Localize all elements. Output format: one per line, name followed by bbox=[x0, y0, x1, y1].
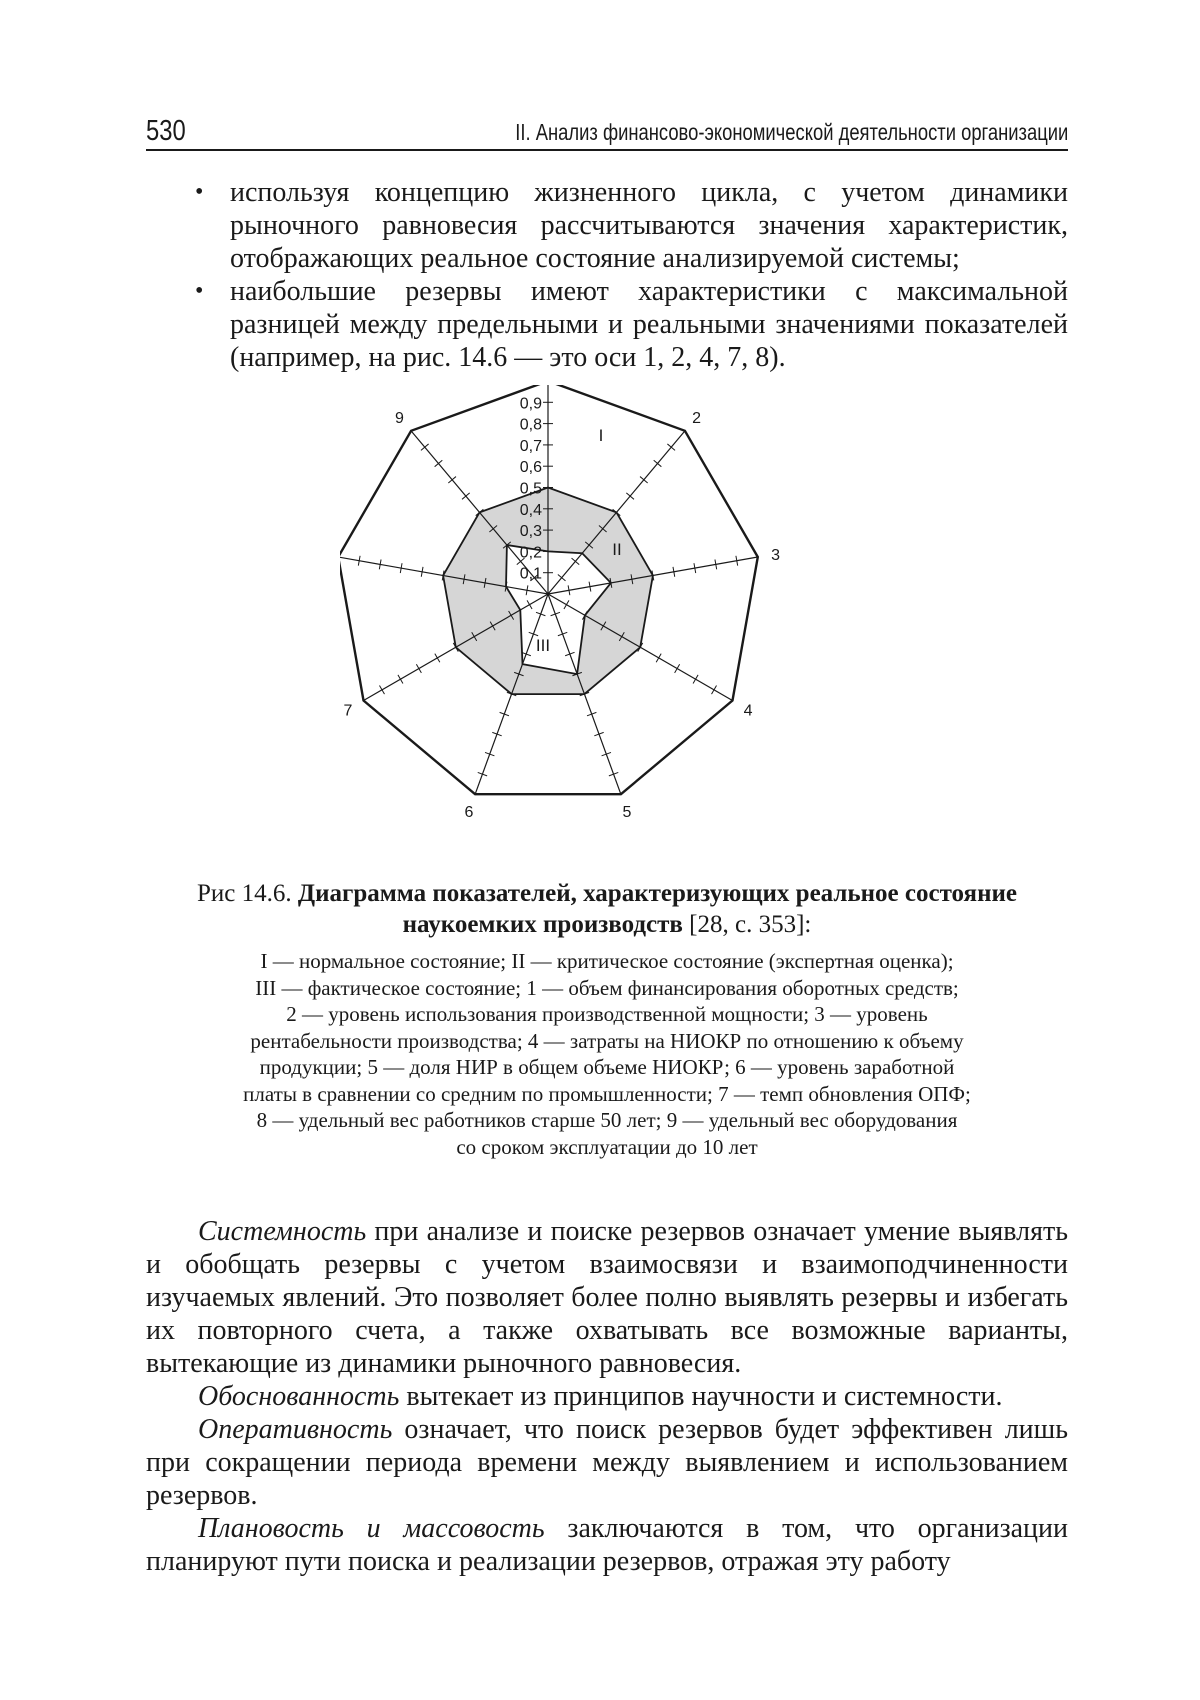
scale-label: 0,1 bbox=[519, 565, 542, 583]
scale-label: 0,4 bbox=[519, 501, 542, 519]
paragraph bbox=[146, 1413, 1068, 1512]
radar-chart bbox=[340, 385, 860, 875]
axis-label-4: 4 bbox=[743, 702, 753, 720]
axis-label-2: 2 bbox=[692, 410, 702, 427]
page-number: 530 bbox=[146, 115, 186, 147]
bullet-item: • наибольшие резервы имеют характеристики с максимальной разницей между предельными и реальными значениями показателей (например, на рис. 14.6 — это оси 1, 2, 4, 7, 8). bbox=[195, 275, 1068, 374]
paragraph-text: при анализе и поиске резервов означает умение выявлять и обобщать резервы с учетом взаимосвязи и взаимоподчиненности изучаемых явлений. Это позволяет более полно выявлять резервы и избегать их повторного счета, а также охватывать все возможные варианты, вытекающие из динамики рыночного равновесия. bbox=[146, 1216, 1068, 1379]
paragraph-term: Системность bbox=[198, 1216, 367, 1247]
paragraph-text: означает, что поиск резервов будет эффективен лишь при сокращении периода времени между выявлением и использованием резервов. bbox=[146, 1414, 1068, 1511]
bullet-list bbox=[195, 176, 1068, 374]
paragraph bbox=[146, 1215, 1068, 1380]
paragraph bbox=[146, 1380, 1068, 1413]
radar-chart-svg bbox=[340, 385, 860, 875]
paragraph-term: Оперативность bbox=[198, 1414, 393, 1445]
legend-line: рентабельности производства; 4 — затраты на НИОКР по отношению к объему bbox=[250, 1028, 964, 1053]
axis-label-3: 3 bbox=[771, 546, 781, 564]
bullet-item: • используя концепцию жизненного цикла, с учетом динамики рыночного равновесия рассчитываются значения характеристик, отображающих реальное состояние анализируемой системы; bbox=[195, 176, 1068, 275]
region-label-i: I bbox=[598, 426, 604, 445]
running-title: II. Анализ финансово-экономической деятельности организации bbox=[514, 119, 1068, 145]
axis-label-6: 6 bbox=[464, 804, 474, 822]
axis-label-7: 7 bbox=[343, 702, 353, 720]
paragraph-term: Плановость и массовость bbox=[198, 1513, 545, 1544]
scale-label: 0,3 bbox=[519, 523, 542, 541]
scale-label: 0,9 bbox=[519, 395, 542, 413]
paragraph-text: вытекает из принципов научности и системности. bbox=[399, 1381, 1003, 1412]
paragraph bbox=[146, 1512, 1068, 1578]
paragraph-text: заключаются в том, что организации планируют пути поиска и реализации резервов, отражая эту работу bbox=[146, 1513, 1069, 1577]
running-header bbox=[146, 113, 1068, 151]
caption-title: Диаграмма показателей, характеризующих реальное состояние наукоемких производств bbox=[297, 880, 1017, 938]
legend-line: платы в сравнении со средним по промышленности; 7 — темп обновления ОПФ; bbox=[243, 1081, 971, 1106]
scale-label: 0,6 bbox=[519, 459, 542, 477]
figure-legend bbox=[150, 948, 1064, 1160]
legend-line: 8 — удельный вес работников старше 50 лет; 9 — удельный вес оборудования bbox=[256, 1108, 958, 1132]
scale-label: 0,5 bbox=[519, 480, 542, 498]
legend-line: 2 — уровень использования производственной мощности; 3 — уровень bbox=[286, 1002, 928, 1026]
caption-prefix: Рис 14.6. bbox=[197, 880, 292, 907]
axis-label-9: 9 bbox=[394, 410, 404, 427]
legend-line: продукции; 5 — доля НИР в общем объеме НИОКР; 6 — уровень заработной bbox=[259, 1055, 955, 1079]
caption-reference: [28, с. 353]: bbox=[689, 911, 812, 938]
axis-label-5: 5 bbox=[622, 804, 632, 822]
paragraph-term: Обоснованность bbox=[198, 1381, 400, 1412]
legend-line: III — фактическое состояние; 1 — объем финансирования оборотных средств; bbox=[255, 975, 959, 1000]
figure-caption bbox=[146, 878, 1068, 940]
region-label-iii: III bbox=[535, 636, 551, 655]
scale-label: 0,8 bbox=[519, 416, 542, 434]
body-text bbox=[146, 1215, 1068, 1578]
scale-label: 0,2 bbox=[519, 544, 542, 562]
scale-label: 0,7 bbox=[519, 437, 542, 455]
legend-line: со сроком эксплуатации до 10 лет bbox=[456, 1134, 758, 1159]
legend-line: I — нормальное состояние; II — критическое состояние (экспертная оценка); bbox=[260, 949, 954, 973]
region-label-ii: II bbox=[612, 540, 622, 559]
